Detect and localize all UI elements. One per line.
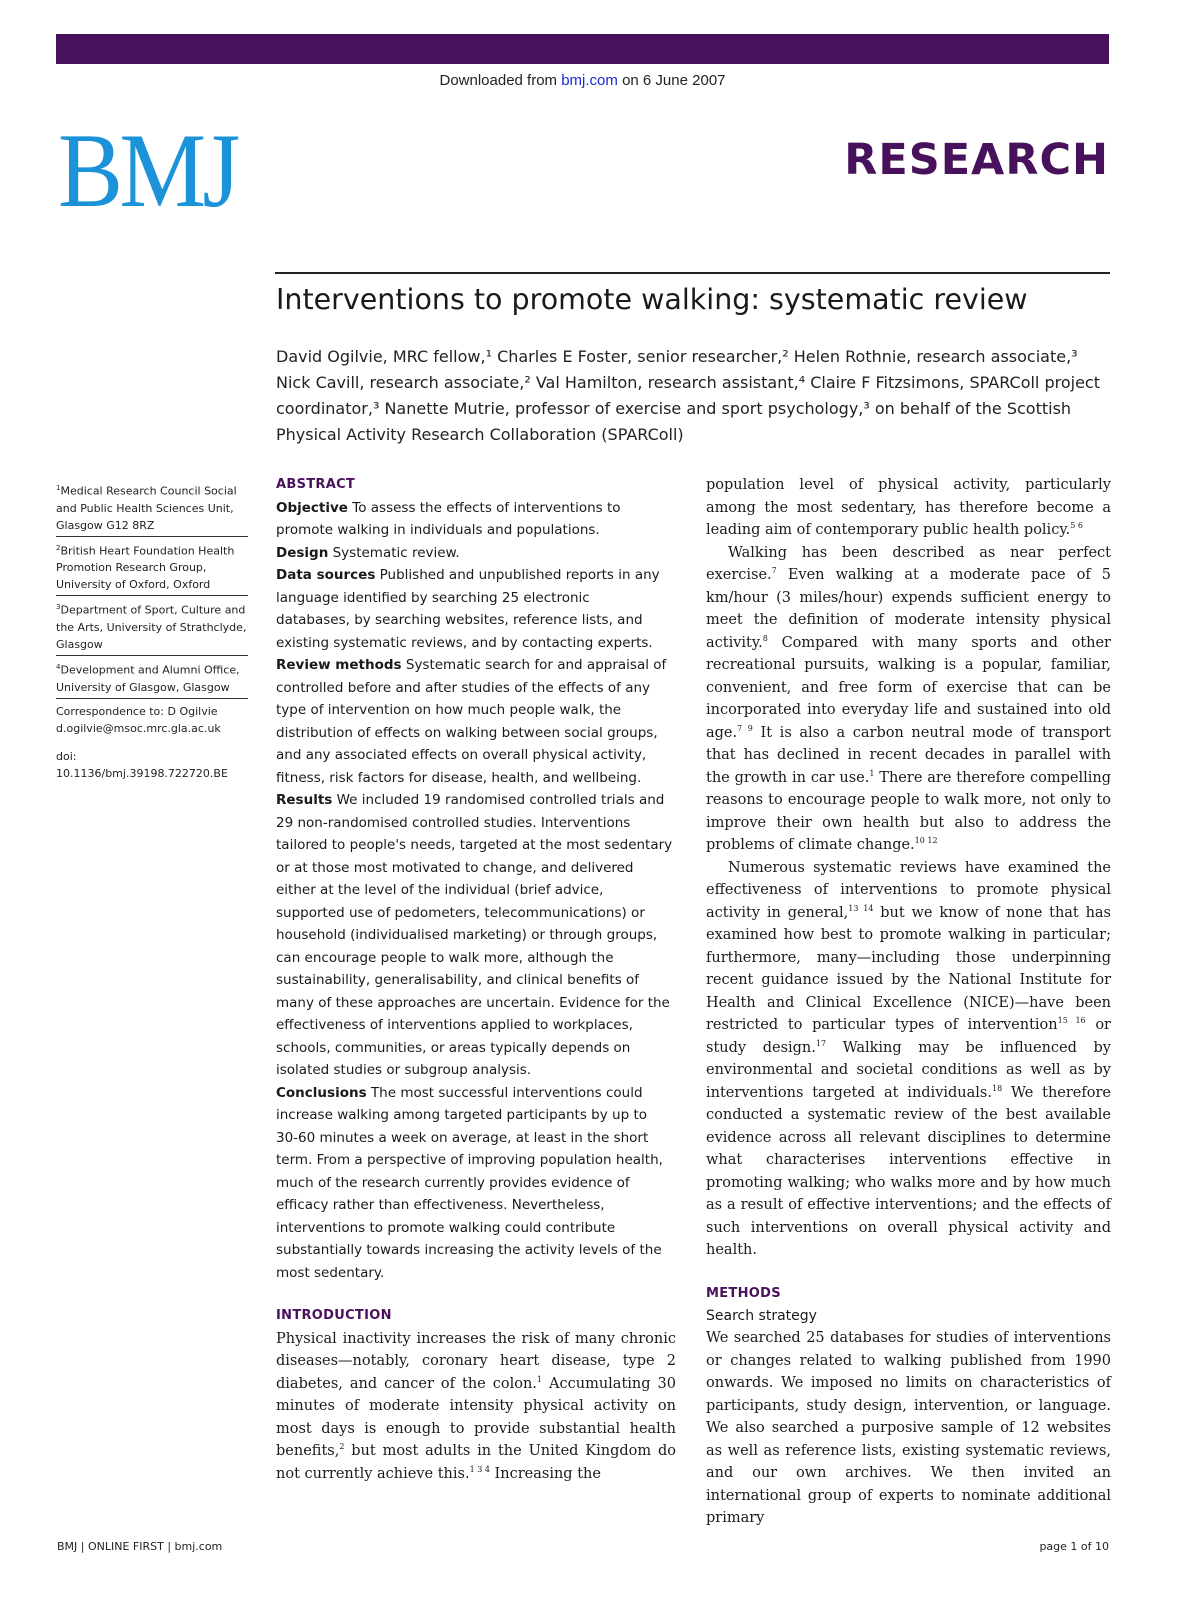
abstract-body (276, 497, 676, 1285)
abstract-text: type of intervention on how much people walk, the (276, 702, 622, 718)
correspondence (56, 702, 248, 737)
affiliation-text: British Heart Foundation Health Promotion Research Group, University of Oxford, Oxford (56, 544, 235, 592)
abstract-text: and any associated effects on overall physical activity, (276, 747, 647, 763)
introduction-heading: INTRODUCTION (276, 1308, 392, 1323)
abstract-line (276, 1082, 676, 1105)
reference-marker[interactable]: 2 (339, 1442, 345, 1452)
abstract-text: We included 19 randomised controlled trials and (332, 792, 665, 808)
reference-marker[interactable]: 1 (536, 1374, 543, 1384)
paragraph-search: We searched 25 databases for studies of interventions or changes related to walking published from 1990 onwards. We imposed no limits on characteristics of participants, study design, intervention, or language. We also searched a purposive sample of 12 websites as well as reference lists, existing systematic reviews, and our own archives. We then invited an international group of experts to nominate additional primary (706, 1330, 1111, 1526)
abstract-text: supported use of pedometers, telecommunications) or (276, 904, 645, 921)
abstract-line (276, 1149, 676, 1172)
abstract-line (276, 1037, 676, 1060)
abstract-line (276, 992, 676, 1015)
abstract-line (276, 564, 676, 587)
affiliation-item (56, 540, 248, 597)
abstract-line (276, 609, 676, 632)
abstract-text: can encourage people to walk more, although the (276, 949, 614, 966)
footer-journal: BMJ | ONLINE FIRST | bmj.com (57, 1540, 223, 1553)
affiliation-number: 3 (56, 603, 61, 612)
abstract-text: household (individualised marketing) or through groups, (276, 927, 658, 943)
abstract-text: Systematic search for and appraisal of (401, 657, 667, 673)
abstract-text: 30-60 minutes a week on average, at least in the short (276, 1129, 649, 1146)
affiliation-list (56, 480, 248, 699)
affiliation-text: Department of Sport, Culture and the Arts, University of Strathclyde, Glasgow (56, 603, 247, 651)
abstract-line (276, 542, 676, 565)
abstract-label: Results (276, 792, 333, 808)
abstract-heading: ABSTRACT (276, 477, 356, 492)
abstract-line (276, 1262, 676, 1285)
abstract-line (276, 812, 676, 835)
abstract-text: language identified by searching 25 electronic (276, 589, 590, 606)
abstract-line (276, 789, 676, 812)
abstract-label: Conclusions (276, 1084, 367, 1101)
abstract-line (276, 1239, 676, 1262)
reference-marker[interactable]: 18 (991, 1083, 1003, 1093)
abstract-text: increase walking among targeted participants by up to (276, 1107, 647, 1123)
reference-marker[interactable]: 17 (815, 1038, 827, 1048)
abstract-line (276, 654, 676, 677)
abstract-line (276, 969, 676, 992)
reference-marker[interactable]: 13 14 (848, 903, 874, 913)
reference-marker[interactable]: 8 (762, 633, 768, 643)
affiliation-number: 1 (56, 484, 61, 492)
abstract-text: much of the research currently provides evidence of (276, 1174, 630, 1191)
reference-marker[interactable]: 15 16 (1057, 1016, 1086, 1026)
abstract-line (276, 1217, 676, 1240)
abstract-line (276, 699, 676, 722)
abstract-line (276, 767, 676, 790)
abstract-text: term. From a perspective of improving population health, (276, 1152, 663, 1168)
download-suffix: on 6 June 2007 (617, 72, 726, 89)
correspondence-email[interactable]: d.ogilvie@msoc.mrc.gla.ac.uk (56, 721, 221, 735)
right-column (706, 474, 1111, 1530)
paragraph-reviews: Numerous systematic reviews have examined the effectiveness of interventions to promote physical activity in general,$^{13 14}$ but we know of none that has examined how best to promote walking in particular; furthermore, many—including those underpinning recent guidance issued by the National Institute for Health and Clinical Excellence (NICE)—have been restricted to particular types of intervention$^{15 16}$ or study design.$^{17}$ Walking may be influenced by environmental and societal conditions as well as by interventions targeted at individuals.$^{18}$ We therefore conducted a systematic review of the best available evidence across all relevant disciplines to determine what characterises interventions effective in promoting walking; who walks more and by how much as a result of effective interventions; and the effects of such interventions on overall physical activity and health. (706, 859, 1111, 1258)
abstract-text: isolated studies or subgroup analysis. (276, 1062, 532, 1078)
abstract-line (276, 587, 676, 610)
abstract-text: The most successful interventions could (366, 1084, 643, 1101)
reference-marker[interactable]: 7 (771, 566, 777, 576)
abstract-line (276, 722, 676, 745)
abstract-label: Data sources (276, 567, 376, 583)
affiliation-text: Medical Research Council Social and Public Health Sciences Unit, Glasgow G12 8RZ (56, 484, 237, 532)
reference-marker[interactable]: 1 (869, 768, 875, 778)
abstract-text: fitness, risk factors for disease, health, and wellbeing. (276, 769, 642, 786)
download-notice (0, 72, 1165, 89)
abstract-line (276, 857, 676, 880)
search-strategy-subheading: Search strategy (706, 1308, 817, 1324)
abstract-text: databases, by searching websites, reference lists, and (276, 612, 643, 628)
abstract-line (276, 1172, 676, 1195)
abstract-line (276, 902, 676, 925)
abstract-line (276, 1104, 676, 1127)
abstract-text: most sedentary. (276, 1264, 385, 1281)
doi: doi: 10.1136/bmj.39198.722720.BE (56, 749, 228, 780)
sidebar-affiliations (56, 480, 248, 782)
middle-column (276, 474, 676, 1485)
abstract-text: To assess the effects of interventions to (347, 499, 621, 516)
abstract-line (276, 1059, 676, 1082)
reference-marker[interactable]: 7 9 (737, 723, 753, 733)
abstract-label: Review methods (276, 657, 402, 673)
abstract-text: either at the level of the individual (brief advice, (276, 882, 604, 898)
abstract-text: sustainability, generalisability, and clinical benefits of (276, 972, 640, 988)
abstract-text: efficacy rather than effectiveness. Nevertheless, (276, 1197, 605, 1213)
abstract-line (276, 947, 676, 970)
download-prefix: Downloaded from (439, 72, 562, 89)
abstract-text: promote walking in individuals and populations. (276, 522, 600, 538)
abstract-line (276, 677, 676, 700)
abstract-label: Design (276, 544, 329, 561)
abstract-line (276, 497, 676, 520)
abstract-label: Objective (276, 499, 348, 516)
affiliation-number: 2 (56, 543, 61, 552)
abstract-line (276, 1014, 676, 1037)
abstract-line (276, 1127, 676, 1150)
affiliation-item (56, 659, 248, 699)
methods-heading: METHODS (706, 1285, 781, 1301)
abstract-text: controlled before and after studies of the effects of any (276, 679, 651, 696)
abstract-text: effectiveness of interventions applied to workplaces, (276, 1017, 633, 1033)
author-list: David Ogilvie, MRC fellow,¹ Charles E Foster, senior researcher,² Helen Rothnie, research associate,³ Nick Cavill, research associate,² Val Hamilton, research assistant,⁴ Claire F Fitzsimons, SPARColl project coordinator,³ Nanette Mutrie, professor of exercise and sport psychology,³ on behalf of the Scottish Physical Activity Research Collaboration (SPARColl) (276, 347, 1100, 444)
section-label: RESEARCH (844, 135, 1109, 185)
article-title: Interventions to promote walking: systematic review (276, 283, 1028, 316)
download-source-link[interactable]: bmj.com (561, 72, 618, 89)
abstract-text: substantially towards increasing the activity levels of the (276, 1242, 662, 1258)
abstract-line (276, 1194, 676, 1217)
abstract-line (276, 519, 676, 542)
footer-page-number: page 1 of 10 (1039, 1540, 1109, 1553)
abstract-text: or at those most motivated to change, and delivered (276, 859, 634, 876)
abstract-text: Systematic review. (328, 544, 460, 561)
reference-marker[interactable]: 5 6 (1070, 521, 1083, 531)
abstract-text: 29 non-randomised controlled studies. Interventions (276, 814, 631, 831)
journal-logo: BMJ (58, 112, 237, 229)
paragraph-continued: population level of physical activity, particularly among the most sedentary, has therefore become a leading aim of contemporary public health policy.$^{5 6}$ (706, 477, 1111, 538)
abstract-text: interventions to promote walking could contribute (276, 1219, 616, 1236)
abstract-line (276, 924, 676, 947)
introduction-paragraph: Physical inactivity increases the risk of many chronic diseases—notably, coronary heart disease, type 2 diabetes, and cancer of the colon.$^1$ Accumulating 30 minutes of moderate intensity physical activity on most days is enough to provide substantial health benefits,$^2$ but most adults in the United Kingdom do not currently achieve this.$^{1 3 4}$ Increasing the (276, 1330, 676, 1482)
abstract-text: schools, communities, or areas typically depends on (276, 1039, 631, 1056)
affiliation-text: Development and Alumni Office, University of Glasgow, Glasgow (56, 663, 240, 694)
correspondence-name: Correspondence to: D Ogilvie (56, 704, 218, 718)
abstract-line (276, 632, 676, 655)
abstract-text: distribution of effects on walking between social groups, (276, 724, 658, 741)
abstract-line (276, 744, 676, 767)
paragraph-walking: Walking has been described as near perfect exercise.$^7$ Even walking at a moderate pace of 5 km/hour (3 miles/hour) expends sufficient energy to meet the definition of moderate intensity physical activity.$^8$ Compared with many sports and other recreational pursuits, walking is a popular, familiar, convenient, and free form of exercise that can be incorporated into everyday life and sustained into old age.$^{7 9}$ It is also a carbon neutral mode of transport that has declined in recent decades in parallel with the growth in car use.$^1$ There are therefore compelling reasons to encourage people to walk more, not only to improve their own health but also to address the problems of climate change.$^{10 12}$ (706, 544, 1111, 853)
affiliation-item (56, 599, 248, 656)
abstract-line (276, 834, 676, 857)
abstract-text: tailored to people's needs, targeted at the most sedentary (276, 837, 673, 853)
affiliation-number: 4 (56, 662, 61, 671)
reference-marker[interactable]: 1 3 4 (469, 1464, 490, 1474)
abstract-text: existing systematic reviews, and by contacting experts. (276, 634, 653, 651)
title-rule (275, 272, 1110, 274)
abstract-text: many of these approaches are uncertain. Evidence for the (276, 994, 670, 1011)
top-color-bar (56, 34, 1109, 64)
affiliation-item (56, 480, 248, 537)
reference-marker[interactable]: 10 12 (914, 836, 938, 846)
abstract-text: Published and unpublished reports in any (375, 567, 660, 583)
abstract-line (276, 879, 676, 902)
